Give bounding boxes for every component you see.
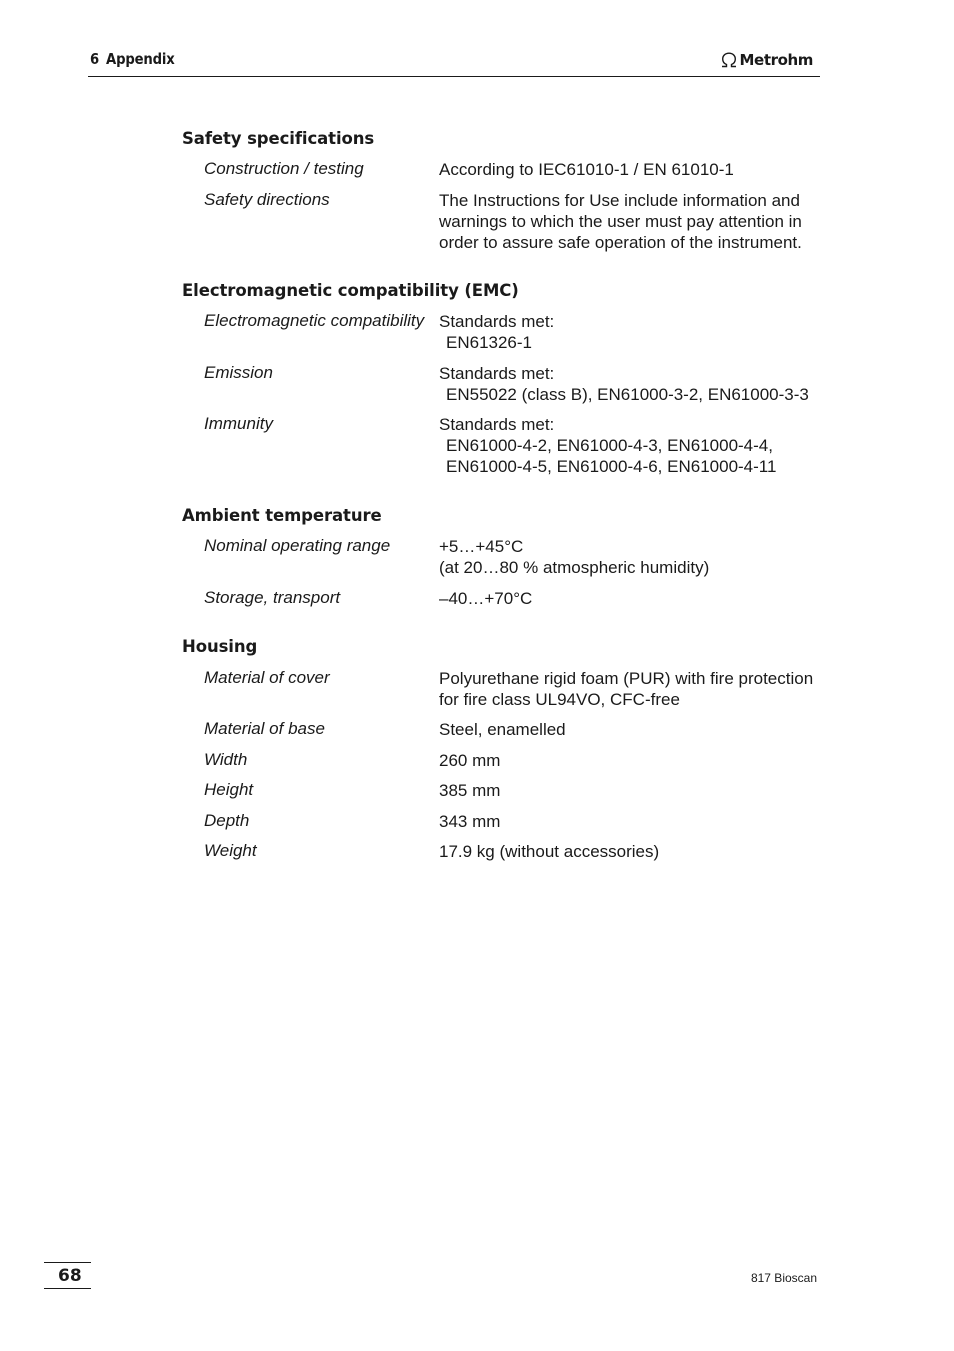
spec-label: Emission [204,363,273,382]
spec-value-line: 343 mm [439,812,501,831]
spec-value-line: warnings to which the user must pay attention in [439,212,802,231]
spec-label: Safety directions [204,190,330,209]
spec-value-line: Standards met: [439,312,555,331]
spec-value [439,414,776,477]
omega-icon [720,52,738,68]
spec-label: Height [204,780,254,799]
chapter-title: Appendix [106,50,175,68]
section-title-safety: Safety specifications [182,129,375,148]
spec-value-line: Steel, enamelled [439,720,566,739]
spec-value [439,363,809,405]
spec-value-line: EN61326-1 [446,333,533,352]
brand-name: Metrohm [739,51,813,69]
spec-value-line: EN55022 (class B), EN61000-3-2, EN61000-3-3 [446,385,809,404]
spec-label: Weight [204,841,257,860]
spec-value-line: EN61000-4-5, EN61000-4-6, EN61000-4-11 [446,457,777,476]
spec-value-line: Polyurethane rigid foam (PUR) with fire protection [439,669,814,688]
spec-label: Construction / testing [204,159,364,178]
product-name: 817 Bioscan [750,1271,817,1285]
spec-value-line: +5…+45°C [439,537,524,556]
spec-value-line: According to IEC61010-1 / EN 61010-1 [439,160,734,179]
brand-logo [720,51,813,69]
chapter-heading [90,50,175,68]
spec-value [439,750,500,771]
spec-value [439,668,813,710]
spec-value-line: EN61000-4-2, EN61000-4-3, EN61000-4-4, [446,436,773,455]
spec-value-line: (at 20…80 % atmospheric humidity) [439,558,710,577]
spec-value-line: 17.9 kg (without accessories) [439,842,660,861]
spec-value [439,190,802,253]
spec-value-line: Standards met: [439,364,555,383]
spec-value [439,719,566,740]
header-divider [88,76,820,77]
page-number: 68 [58,1266,82,1286]
spec-label: Immunity [204,414,273,433]
spec-value-line: Standards met: [439,415,555,434]
section-title-temperature: Ambient temperature [182,506,382,525]
spec-label: Material of base [204,719,325,738]
section-title-emc: Electromagnetic compatibility (EMC) [182,281,519,300]
page-number-bottom-rule [44,1288,91,1289]
spec-value [439,536,709,578]
spec-label: Storage, transport [204,588,341,607]
spec-value-line: –40…+70°C [439,589,533,608]
spec-value-line: The Instructions for Use include information and [439,191,800,210]
spec-label: Nominal operating range [204,536,391,555]
spec-value [439,159,734,180]
spec-value [439,780,500,801]
spec-value-line: 385 mm [439,781,501,800]
spec-value-line: order to assure safe operation of the instrument. [439,233,802,252]
spec-value [439,588,532,609]
page-number-top-rule [44,1262,91,1263]
spec-label: Electromagnetic compatibility [204,311,425,330]
spec-value [439,811,500,832]
spec-value [439,311,554,353]
spec-value-line: 260 mm [439,751,501,770]
chapter-number: 6 [90,50,100,68]
spec-label: Material of cover [204,668,330,687]
spec-value-line: for fire class UL94VO, CFC-free [439,690,680,709]
spec-label: Width [204,750,248,769]
spec-value [439,841,659,862]
section-title-housing: Housing [182,637,258,656]
spec-label: Depth [204,811,250,830]
